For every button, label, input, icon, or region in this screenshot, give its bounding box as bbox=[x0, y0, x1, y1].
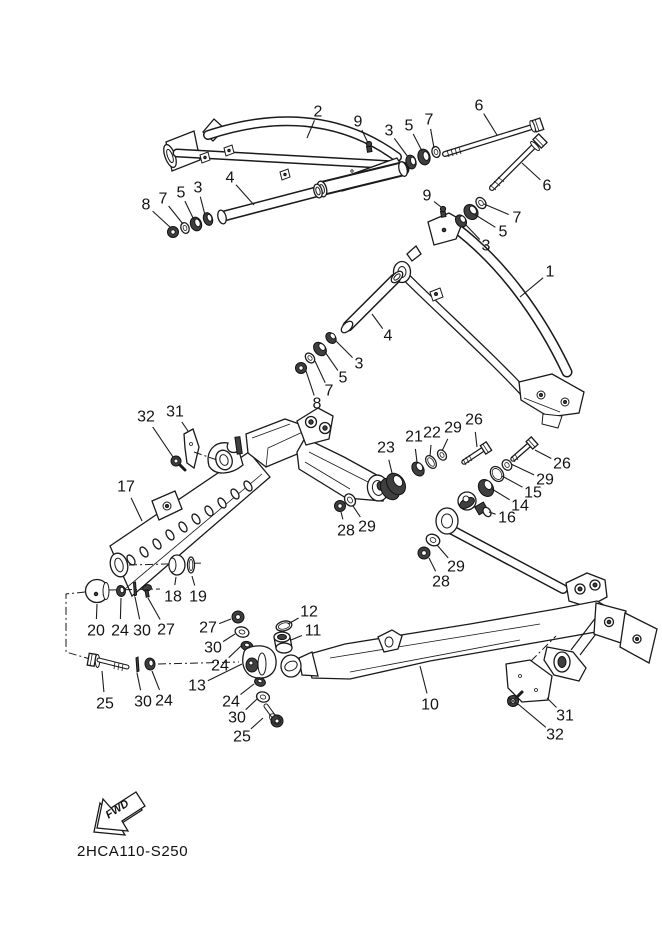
callout-4: 4 bbox=[225, 169, 235, 187]
leader-line-5 bbox=[185, 201, 194, 220]
callout-25: 25 bbox=[233, 728, 251, 746]
part-pivot-shaft-4b bbox=[339, 269, 405, 335]
callout-7: 7 bbox=[324, 382, 334, 400]
callout-6: 6 bbox=[474, 97, 484, 115]
leader-line-3 bbox=[336, 341, 353, 358]
callout-3: 3 bbox=[481, 237, 491, 255]
callout-23: 23 bbox=[377, 439, 395, 457]
leader-line-15 bbox=[502, 476, 523, 487]
leader-line-1 bbox=[520, 278, 543, 297]
leader-line-9 bbox=[434, 202, 441, 207]
leader-line-17 bbox=[131, 498, 142, 521]
leader-line-5 bbox=[325, 352, 338, 371]
callout-29: 29 bbox=[447, 558, 465, 576]
grease-fitting-icon bbox=[440, 206, 446, 217]
callout-6: 6 bbox=[542, 177, 552, 195]
callout-31: 31 bbox=[556, 707, 574, 725]
callout-27: 27 bbox=[199, 619, 217, 637]
callout-26: 26 bbox=[553, 455, 571, 473]
leader-line-27 bbox=[148, 598, 160, 620]
leader-line-27 bbox=[219, 619, 231, 624]
leader-line-29 bbox=[437, 545, 448, 558]
leader-line-10 bbox=[420, 666, 427, 693]
fwd-arrow bbox=[94, 792, 145, 835]
callout-22: 22 bbox=[423, 424, 441, 442]
hardware-stack-above-arm1 bbox=[453, 196, 488, 230]
leader-line-30 bbox=[137, 673, 141, 690]
leader-line-24 bbox=[120, 598, 121, 619]
leader-line-5 bbox=[413, 134, 422, 151]
callout-7: 7 bbox=[158, 190, 168, 208]
part-seal-cap-11 bbox=[274, 632, 292, 653]
callout-3: 3 bbox=[384, 122, 394, 140]
callout-5: 5 bbox=[176, 184, 186, 202]
leader-line-25 bbox=[102, 671, 104, 692]
drawing-code: 2HCA110-S250 bbox=[77, 843, 189, 860]
leader-line-5 bbox=[474, 214, 495, 227]
leader-line-31 bbox=[182, 422, 188, 431]
leader-line-4 bbox=[372, 314, 383, 329]
callout-3: 3 bbox=[193, 179, 203, 197]
leader-line-26 bbox=[535, 450, 551, 459]
leader-line-8 bbox=[153, 211, 171, 228]
part-bolt-32a bbox=[171, 456, 185, 470]
leader-line-32 bbox=[153, 427, 173, 457]
callout-10: 10 bbox=[421, 696, 439, 714]
leader-line-18 bbox=[175, 577, 176, 585]
callout-12: 12 bbox=[300, 603, 318, 621]
leader-line-29 bbox=[511, 464, 534, 475]
leader-line-4 bbox=[236, 185, 254, 205]
callout-5: 5 bbox=[498, 223, 508, 241]
leader-line-14 bbox=[492, 489, 510, 500]
callout-25: 25 bbox=[96, 695, 114, 713]
leader-line-28 bbox=[341, 512, 343, 519]
hardware-stack-right-of-arm2 bbox=[404, 146, 441, 170]
callout-17: 17 bbox=[117, 478, 135, 496]
leader-line-23 bbox=[389, 460, 392, 473]
leader-line-30 bbox=[223, 634, 235, 642]
callout-9: 9 bbox=[422, 187, 432, 205]
leader-line-30 bbox=[135, 597, 140, 619]
leader-line-29 bbox=[353, 506, 360, 517]
fwd-label: FWD bbox=[103, 797, 132, 822]
callout-26: 26 bbox=[465, 411, 483, 429]
leader-line-24 bbox=[229, 646, 241, 658]
callout-8: 8 bbox=[141, 196, 151, 214]
callout-29: 29 bbox=[444, 419, 462, 437]
callout-7: 7 bbox=[512, 209, 522, 227]
leader-line-11 bbox=[291, 636, 302, 641]
callout-18: 18 bbox=[164, 588, 182, 606]
leader-line-7 bbox=[484, 204, 509, 215]
hardware-stack-below-arm1 bbox=[296, 331, 339, 374]
callout-24: 24 bbox=[211, 657, 229, 675]
leader-line-7 bbox=[315, 361, 325, 383]
callout-29: 29 bbox=[536, 471, 554, 489]
leader-line-30 bbox=[246, 699, 257, 710]
callout-7: 7 bbox=[424, 111, 434, 129]
leader-line-22 bbox=[430, 445, 431, 456]
leader-line-6 bbox=[484, 114, 497, 135]
callout-29: 29 bbox=[358, 518, 376, 536]
leader-line-6 bbox=[522, 163, 540, 180]
callout-32: 32 bbox=[546, 726, 564, 744]
leader-line-24 bbox=[152, 671, 160, 690]
callout-4: 4 bbox=[383, 327, 393, 345]
grease-fitting-icon bbox=[366, 141, 372, 152]
callout-28: 28 bbox=[432, 573, 450, 591]
part-trailing-arm-10 bbox=[281, 601, 657, 681]
leader-line-7 bbox=[431, 129, 434, 148]
leader-line-31 bbox=[547, 698, 557, 708]
part-oring-12 bbox=[275, 619, 293, 632]
callout-30: 30 bbox=[133, 622, 151, 640]
callout-13: 13 bbox=[188, 677, 206, 695]
leader-line-29 bbox=[442, 439, 448, 451]
callout-9: 9 bbox=[353, 113, 363, 131]
part-pivot-shaft-4a bbox=[216, 183, 323, 225]
callout-32: 32 bbox=[137, 408, 155, 426]
leader-line-21 bbox=[415, 449, 417, 462]
part-bolt-6-lower bbox=[490, 134, 547, 190]
callout-24: 24 bbox=[111, 622, 129, 640]
callout-2: 2 bbox=[313, 103, 323, 121]
callout-5: 5 bbox=[404, 117, 414, 135]
callout-30: 30 bbox=[204, 639, 222, 657]
callout-8: 8 bbox=[312, 395, 322, 413]
callout-31: 31 bbox=[166, 403, 184, 421]
callout-24: 24 bbox=[222, 693, 240, 711]
leader-line-19 bbox=[192, 576, 195, 586]
part-link-rod bbox=[436, 508, 607, 607]
callout-28: 28 bbox=[337, 522, 355, 540]
callout-5: 5 bbox=[338, 369, 348, 387]
callout-30: 30 bbox=[134, 693, 152, 711]
callout-3: 3 bbox=[354, 355, 364, 373]
callout-20: 20 bbox=[87, 622, 105, 640]
leader-line-7 bbox=[169, 206, 183, 224]
callout-15: 15 bbox=[524, 484, 542, 502]
leader-line-24 bbox=[241, 684, 255, 695]
leader-line-26 bbox=[475, 432, 477, 447]
leader-line-32 bbox=[518, 704, 546, 727]
callout-27: 27 bbox=[157, 621, 175, 639]
callout-14: 14 bbox=[511, 497, 529, 515]
leader-line-20 bbox=[96, 604, 97, 619]
callout-24: 24 bbox=[155, 692, 173, 710]
leader-line-8 bbox=[306, 371, 314, 396]
leader-line-28 bbox=[429, 558, 436, 571]
callout-30: 30 bbox=[228, 709, 246, 727]
callout-19: 19 bbox=[189, 588, 207, 606]
hardware-stack-nut-washers-left bbox=[168, 211, 215, 237]
callout-1: 1 bbox=[545, 263, 555, 281]
callout-16: 16 bbox=[498, 509, 516, 527]
leader-line-25 bbox=[251, 718, 263, 729]
leader-line-3 bbox=[200, 197, 205, 215]
callout-11: 11 bbox=[304, 622, 322, 640]
callout-21: 21 bbox=[405, 428, 423, 446]
